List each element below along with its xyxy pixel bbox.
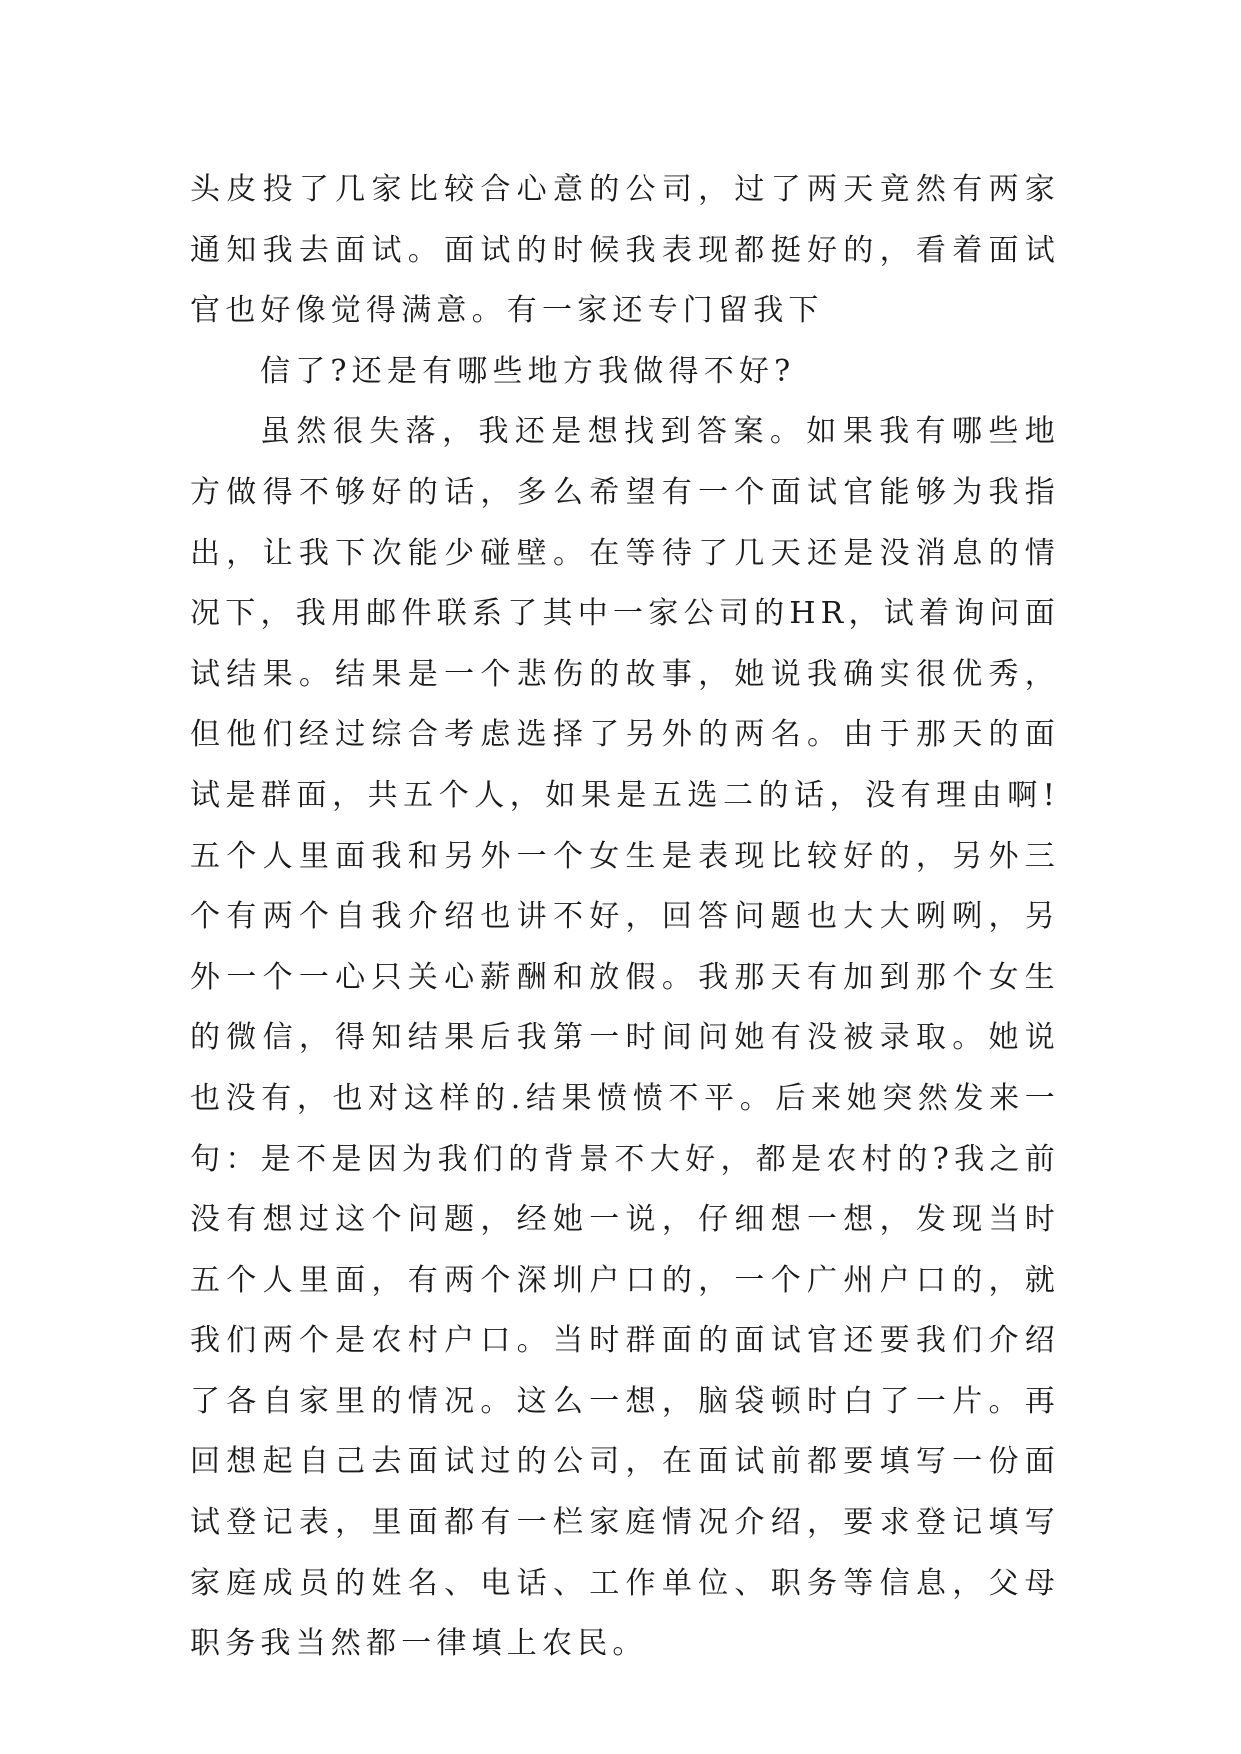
document-body: [190, 160, 1060, 1675]
paragraph-1: 头皮投了几家比较合心意的公司，过了两天竟然有两家通知我去面试。面试的时候我表现都挺好的，看着面试官也好像觉得满意。有一家还专门留我下: [190, 172, 1060, 329]
paragraph-3: 虽然很失落，我还是想找到答案。如果我有哪些地方做得不够好的话，多么希望有一个面试官能够为我指出，让我下次能少碰壁。在等待了几天还是没消息的情况下，我用邮件联系了其中一家公司的HR，试着询问面试结果。结果是一个悲伤的故事，她说我确实很优秀，但他们经过综合考虑选择了另外的两名。由于那天的面试是群面，共五个人，如果是五选二的话，没有理由啊!五个人里面我和另外一个女生是表现比较好的，另外三个有两个自我介绍也讲不好，回答问题也大大咧咧，另外一个一心只关心薪酬和放假。我那天有加到那个女生的微信，得知结果后我第一时间问她有没被录取。她说也没有，也对这样的.结果愤愤不平。后来她突然发来一句：是不是因为我们的背景不大好，都是农村的?我之前没有想过这个问题，经她一说，仔细想一想，发现当时五个人里面，有两个深圳户口的，一个广州户口的，就我们两个是农村户口。当时群面的面试官还要我们介绍了各自家里的情况。这么一想，脑袋顿时白了一片。再回想起自己去面试过的公司，在面试前都要填写一份面试登记表，里面都有一栏家庭情况介绍，要求登记填写家庭成员的姓名、电话、工作单位、职务等信息，父母职务我当然都一律填上农民。: [190, 414, 1060, 1662]
paragraph-2: 信了?还是有哪些地方我做得不好?: [260, 353, 796, 389]
